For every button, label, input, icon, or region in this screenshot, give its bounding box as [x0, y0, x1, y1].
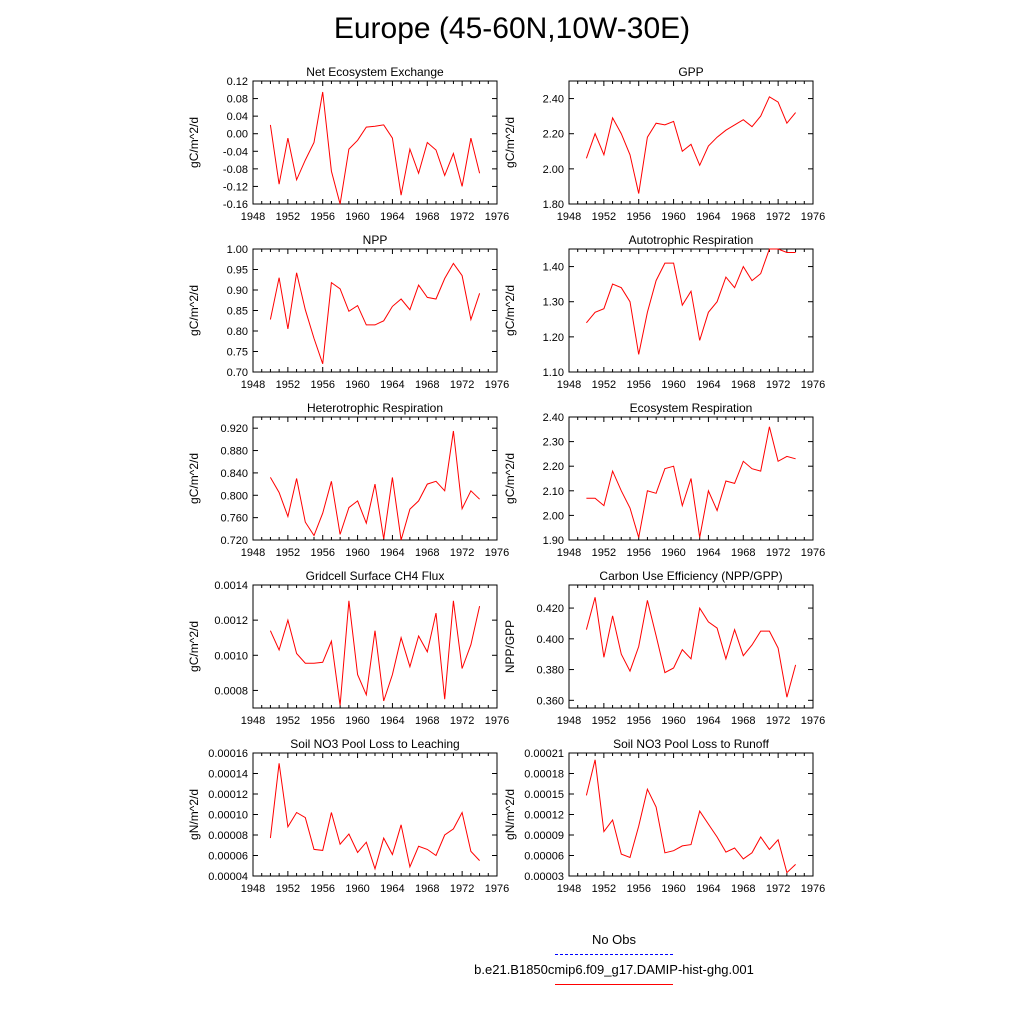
y-axis-label: gN/m^2/d: [187, 789, 201, 840]
plot-frame: [569, 81, 813, 204]
y-tick-label: 0.12: [226, 76, 248, 88]
y-tick-label: 0.00015: [524, 789, 564, 801]
chart-panel-7: [187, 569, 509, 727]
y-tick-label: 0.00004: [208, 871, 248, 883]
y-tick-label: 1.00: [226, 244, 248, 256]
y-axis-label: gC/m^2/d: [503, 453, 517, 504]
y-tick-label: 2.20: [542, 128, 564, 141]
x-tick-label: 1964: [380, 379, 405, 391]
y-tick-label: 0.760: [220, 512, 248, 525]
chart-panel-6: [503, 401, 825, 559]
x-tick-label: 1960: [345, 379, 370, 391]
y-axis-label: gC/m^2/d: [187, 621, 201, 672]
x-tick-label: 1952: [275, 211, 301, 223]
x-tick-label: 1960: [661, 211, 686, 223]
chart-title: NPP: [362, 233, 388, 247]
legend: [0, 930, 1024, 1024]
x-tick-label: 1948: [556, 547, 582, 559]
chart-panel-8: [503, 569, 825, 727]
y-tick-label: 0.360: [536, 695, 564, 708]
x-tick-label: 1964: [696, 211, 721, 223]
x-tick-label: 1964: [696, 883, 721, 895]
x-tick-label: 1976: [800, 883, 826, 895]
series-line: [586, 249, 795, 354]
y-tick-label: 1.10: [542, 367, 564, 379]
x-tick-label: 1964: [696, 715, 721, 727]
x-tick-label: 1972: [449, 715, 475, 727]
x-tick-label: 1968: [415, 547, 440, 559]
x-tick-label: 1972: [449, 547, 475, 559]
y-tick-label: 1.20: [542, 331, 564, 344]
series-line: [270, 263, 479, 363]
page-title: Europe (45-60N,10W-30E): [333, 12, 691, 45]
x-tick-label: 1960: [661, 379, 686, 391]
x-tick-label: 1976: [800, 547, 826, 559]
y-tick-label: 0.00018: [524, 768, 564, 781]
plot-frame: [569, 249, 813, 372]
x-tick-label: 1948: [240, 715, 266, 727]
y-tick-label: 0.70: [226, 367, 248, 379]
x-tick-label: 1972: [449, 379, 475, 391]
x-tick-label: 1948: [240, 379, 266, 391]
x-tick-label: 1956: [626, 715, 651, 727]
y-tick-label: 0.380: [536, 664, 564, 677]
x-tick-label: 1956: [310, 547, 335, 559]
y-tick-label: -0.08: [222, 163, 248, 176]
chart-title: GPP: [678, 65, 704, 79]
x-tick-label: 1956: [626, 883, 651, 895]
chart-panel-2: [503, 65, 825, 223]
chart-panel-9: [187, 737, 509, 895]
y-tick-label: 2.00: [542, 163, 564, 176]
series-line: [586, 760, 795, 873]
series-line: [586, 597, 795, 697]
chart-panel-10: [503, 737, 825, 895]
y-tick-label: 0.00010: [208, 809, 248, 822]
chart-title: Gridcell Surface CH4 Flux: [305, 569, 445, 583]
y-tick-label: 0.00014: [208, 768, 248, 781]
y-tick-label: -0.04: [222, 146, 248, 159]
series-line: [270, 601, 479, 706]
chart-panel-3: [187, 233, 509, 391]
x-tick-label: 1976: [484, 211, 510, 223]
x-tick-label: 1948: [556, 379, 582, 391]
y-tick-label: 0.00012: [524, 809, 564, 822]
x-tick-label: 1948: [240, 211, 266, 223]
y-tick-label: 2.40: [542, 412, 564, 424]
plot-frame: [569, 753, 813, 876]
y-tick-label: 1.30: [542, 296, 564, 309]
y-tick-label: 0.00008: [208, 830, 248, 842]
x-tick-label: 1956: [626, 379, 651, 391]
y-tick-label: 0.00006: [208, 850, 248, 863]
chart-panel-4: [503, 233, 825, 391]
y-axis-label: gC/m^2/d: [503, 117, 517, 168]
x-tick-label: 1952: [591, 379, 617, 391]
x-tick-label: 1972: [765, 883, 791, 895]
plot-frame: [253, 249, 497, 372]
plot-frame: [253, 81, 497, 204]
x-tick-label: 1968: [731, 379, 756, 391]
y-axis-label: gC/m^2/d: [503, 285, 517, 336]
chart-title: Heterotrophic Respiration: [306, 401, 444, 415]
x-tick-label: 1952: [275, 547, 301, 559]
x-tick-label: 1976: [800, 211, 826, 223]
x-tick-label: 1960: [345, 211, 370, 223]
x-tick-label: 1952: [591, 883, 617, 895]
x-tick-label: 1960: [661, 715, 686, 727]
x-tick-label: 1948: [240, 883, 266, 895]
y-tick-label: 0.90: [226, 285, 248, 297]
y-tick-label: -0.12: [222, 181, 248, 194]
x-tick-label: 1976: [484, 715, 510, 727]
x-tick-label: 1960: [345, 715, 370, 727]
x-tick-label: 1960: [345, 883, 370, 895]
x-tick-label: 1956: [310, 379, 335, 391]
x-tick-label: 1976: [800, 379, 826, 391]
legend-obs-label: No Obs: [591, 932, 637, 947]
x-tick-label: 1964: [380, 715, 405, 727]
y-tick-label: 2.10: [542, 485, 564, 498]
chart-title: Autotrophic Respiration: [628, 233, 754, 247]
x-tick-label: 1964: [380, 883, 405, 895]
x-tick-label: 1976: [484, 379, 510, 391]
x-tick-label: 1960: [345, 547, 370, 559]
y-tick-label: 1.90: [542, 535, 564, 547]
x-tick-label: 1964: [696, 547, 721, 559]
x-tick-label: 1976: [800, 715, 826, 727]
x-tick-label: 1956: [626, 211, 651, 223]
x-tick-label: 1972: [449, 883, 475, 895]
plot-frame: [253, 753, 497, 876]
legend-model-label: b.e21.B1850cmip6.f09_g17.DAMIP-hist-ghg.001: [474, 962, 754, 977]
x-tick-label: 1952: [591, 547, 617, 559]
chart-title: Soil NO3 Pool Loss to Runoff: [613, 737, 769, 751]
y-tick-label: 0.0008: [214, 685, 248, 698]
y-tick-label: 2.30: [542, 436, 564, 449]
x-tick-label: 1948: [556, 883, 582, 895]
chart-title: Net Ecosystem Exchange: [306, 65, 444, 79]
legend-obs-line: [555, 954, 673, 955]
x-tick-label: 1960: [661, 883, 686, 895]
y-axis-label: gN/m^2/d: [503, 789, 517, 840]
y-tick-label: 0.0012: [214, 615, 248, 628]
y-tick-label: 2.40: [542, 93, 564, 106]
x-tick-label: 1968: [415, 883, 440, 895]
x-tick-label: 1968: [731, 211, 756, 223]
x-tick-label: 1952: [275, 715, 301, 727]
x-tick-label: 1972: [765, 379, 791, 391]
y-tick-label: 0.00006: [524, 850, 564, 863]
y-tick-label: 0.0010: [214, 650, 248, 663]
y-tick-label: 0.75: [226, 346, 248, 359]
x-tick-label: 1952: [275, 379, 301, 391]
y-axis-label: gC/m^2/d: [187, 285, 201, 336]
plot-frame: [253, 417, 497, 540]
x-tick-label: 1972: [765, 211, 791, 223]
x-tick-label: 1968: [415, 379, 440, 391]
x-tick-label: 1964: [380, 547, 405, 559]
y-tick-label: 0.800: [220, 490, 248, 503]
y-tick-label: 0.00012: [208, 789, 248, 801]
legend-model-line: [555, 984, 673, 985]
x-tick-label: 1956: [310, 715, 335, 727]
y-tick-label: 1.80: [542, 199, 564, 211]
x-tick-label: 1960: [661, 547, 686, 559]
x-tick-label: 1972: [765, 547, 791, 559]
x-tick-label: 1972: [765, 715, 791, 727]
y-axis-label: gC/m^2/d: [187, 117, 201, 168]
y-tick-label: 0.08: [226, 93, 248, 106]
chart-title: Carbon Use Efficiency (NPP/GPP): [599, 569, 783, 583]
x-tick-label: 1968: [415, 211, 440, 223]
y-tick-label: 2.00: [542, 510, 564, 523]
y-tick-label: 0.840: [220, 467, 248, 480]
chart-title: Ecosystem Respiration: [629, 401, 753, 415]
y-tick-label: 0.0014: [214, 580, 248, 592]
x-tick-label: 1976: [484, 547, 510, 559]
series-line: [270, 763, 479, 869]
plot-frame: [569, 585, 813, 708]
y-tick-label: 0.00009: [524, 830, 564, 842]
y-tick-label: 0.95: [226, 264, 248, 277]
y-tick-label: 0.00021: [524, 748, 564, 760]
x-tick-label: 1948: [556, 715, 582, 727]
x-tick-label: 1976: [484, 883, 510, 895]
x-tick-label: 1956: [626, 547, 651, 559]
x-tick-label: 1964: [696, 379, 721, 391]
x-tick-label: 1972: [449, 211, 475, 223]
plot-frame: [253, 585, 497, 708]
y-tick-label: 0.04: [226, 111, 248, 124]
y-axis-label: NPP/GPP: [503, 619, 517, 674]
chart-panel-5: [187, 401, 509, 559]
y-tick-label: 0.80: [226, 326, 248, 338]
series-line: [586, 427, 795, 538]
x-tick-label: 1952: [591, 211, 617, 223]
x-tick-label: 1956: [310, 883, 335, 895]
x-tick-label: 1964: [380, 211, 405, 223]
y-tick-label: 0.920: [220, 423, 248, 436]
y-tick-label: 0.00: [226, 128, 248, 141]
x-tick-label: 1948: [240, 547, 266, 559]
series-line: [270, 431, 479, 540]
x-tick-label: 1952: [591, 715, 617, 727]
x-tick-label: 1968: [731, 547, 756, 559]
series-line: [586, 97, 795, 194]
series-line: [270, 92, 479, 204]
x-tick-label: 1956: [310, 211, 335, 223]
x-tick-label: 1968: [731, 883, 756, 895]
y-axis-label: gC/m^2/d: [187, 453, 201, 504]
x-tick-label: 1952: [275, 883, 301, 895]
x-tick-label: 1968: [731, 715, 756, 727]
y-tick-label: 1.40: [542, 261, 564, 274]
y-tick-label: 0.400: [536, 633, 564, 646]
chart-title: Soil NO3 Pool Loss to Leaching: [290, 737, 460, 751]
chart-panel-1: [187, 65, 509, 223]
y-tick-label: 0.880: [220, 445, 248, 458]
x-tick-label: 1948: [556, 211, 582, 223]
y-tick-label: 0.85: [226, 305, 248, 318]
x-tick-label: 1968: [415, 715, 440, 727]
y-tick-label: 0.720: [220, 535, 248, 547]
y-tick-label: 0.00003: [524, 871, 564, 883]
y-tick-label: -0.16: [222, 199, 248, 211]
y-tick-label: 0.00016: [208, 748, 248, 760]
y-tick-label: 0.420: [536, 603, 564, 616]
y-tick-label: 2.20: [542, 461, 564, 474]
